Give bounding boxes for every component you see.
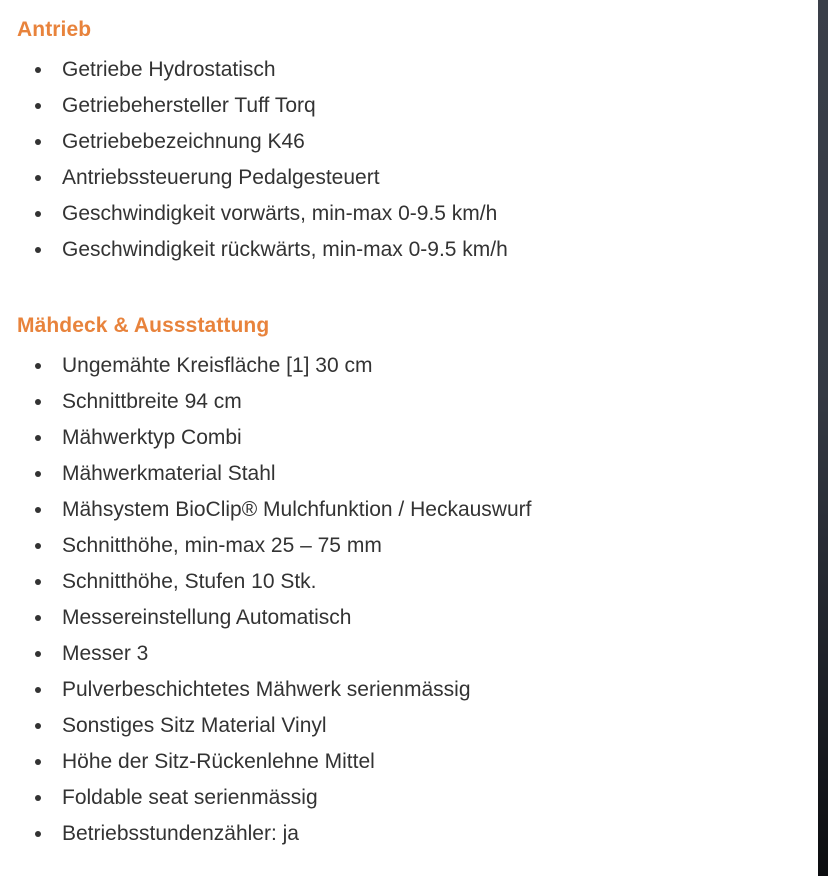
bullet-icon	[35, 759, 41, 765]
spec-list-item	[0, 564, 818, 600]
spec-list-item	[0, 636, 818, 672]
spec-list-maehdeck	[0, 339, 818, 852]
spec-list-item	[0, 196, 818, 232]
right-edge-bar	[818, 0, 828, 876]
spec-list-item	[0, 672, 818, 708]
spec-section-antrieb	[0, 0, 818, 268]
bullet-icon	[35, 615, 41, 621]
bullet-icon	[35, 795, 41, 801]
spec-list-item-label: Getriebe Hydrostatisch	[62, 58, 276, 81]
spec-list-item	[0, 492, 818, 528]
spec-list-item-label: Schnitthöhe, min-max 25 – 75 mm	[62, 534, 382, 557]
spec-section-maehdeck	[0, 268, 818, 852]
spec-list-antrieb	[0, 43, 818, 268]
bullet-icon	[35, 831, 41, 837]
spec-list-item-label: Geschwindigkeit vorwärts, min-max 0-9.5 km/h	[62, 202, 498, 225]
bullet-icon	[35, 579, 41, 585]
spec-list-item	[0, 456, 818, 492]
spec-list-item-label: Pulverbeschichtetes Mähwerk serienmässig	[62, 678, 471, 701]
spec-list-item-label: Geschwindigkeit rückwärts, min-max 0-9.5 km/h	[62, 238, 508, 261]
spec-list-item-label: Schnittbreite 94 cm	[62, 390, 242, 413]
spec-list-item	[0, 384, 818, 420]
bullet-icon	[35, 507, 41, 513]
spec-list-item	[0, 52, 818, 88]
section-heading-maehdeck: Mähdeck & Aussstattung	[17, 314, 270, 337]
spec-list-item	[0, 528, 818, 564]
spec-list-item	[0, 88, 818, 124]
section-heading-antrieb: Antrieb	[17, 18, 92, 41]
spec-list-item-label: Ungemähte Kreisfläche [1] 30 cm	[62, 354, 373, 377]
spec-list-item-label: Messereinstellung Automatisch	[62, 606, 352, 629]
spec-list-item	[0, 600, 818, 636]
spec-list-item-label: Foldable seat serienmässig	[62, 786, 318, 809]
bullet-icon	[35, 139, 41, 145]
spec-list-item-label: Getriebehersteller Tuff Torq	[62, 94, 316, 117]
spec-list-item	[0, 160, 818, 196]
spec-list-item-label: Antriebssteuerung Pedalgesteuert	[62, 166, 380, 189]
spec-list-item-label: Getriebebezeichnung K46	[62, 130, 305, 153]
bullet-icon	[35, 543, 41, 549]
bullet-icon	[35, 103, 41, 109]
bullet-icon	[35, 651, 41, 657]
spec-list-item	[0, 816, 818, 852]
bullet-icon	[35, 363, 41, 369]
spec-list-item-label: Mähwerktyp Combi	[62, 426, 242, 449]
bullet-icon	[35, 399, 41, 405]
bullet-icon	[35, 67, 41, 73]
bullet-icon	[35, 435, 41, 441]
bullet-icon	[35, 687, 41, 693]
spec-list-item-label: Schnitthöhe, Stufen 10 Stk.	[62, 570, 317, 593]
spec-list-item-label: Sonstiges Sitz Material Vinyl	[62, 714, 327, 737]
spec-list-item	[0, 420, 818, 456]
spec-list-item	[0, 780, 818, 816]
bullet-icon	[35, 175, 41, 181]
spec-list-item	[0, 232, 818, 268]
bullet-icon	[35, 471, 41, 477]
bullet-icon	[35, 247, 41, 253]
bullet-icon	[35, 723, 41, 729]
spec-list-item-label: Messer 3	[62, 642, 149, 665]
spec-list-item-label: Höhe der Sitz-Rückenlehne Mittel	[62, 750, 375, 773]
spec-list-item-label: Betriebsstundenzähler: ja	[62, 822, 299, 845]
bullet-icon	[35, 211, 41, 217]
spec-list-item-label: Mähsystem BioClip® Mulchfunktion / Heckauswurf	[62, 498, 532, 521]
spec-list-item	[0, 708, 818, 744]
spec-list-item	[0, 744, 818, 780]
spec-list-item	[0, 124, 818, 160]
spec-list-item	[0, 348, 818, 384]
spec-list-item-label: Mähwerkmaterial Stahl	[62, 462, 276, 485]
